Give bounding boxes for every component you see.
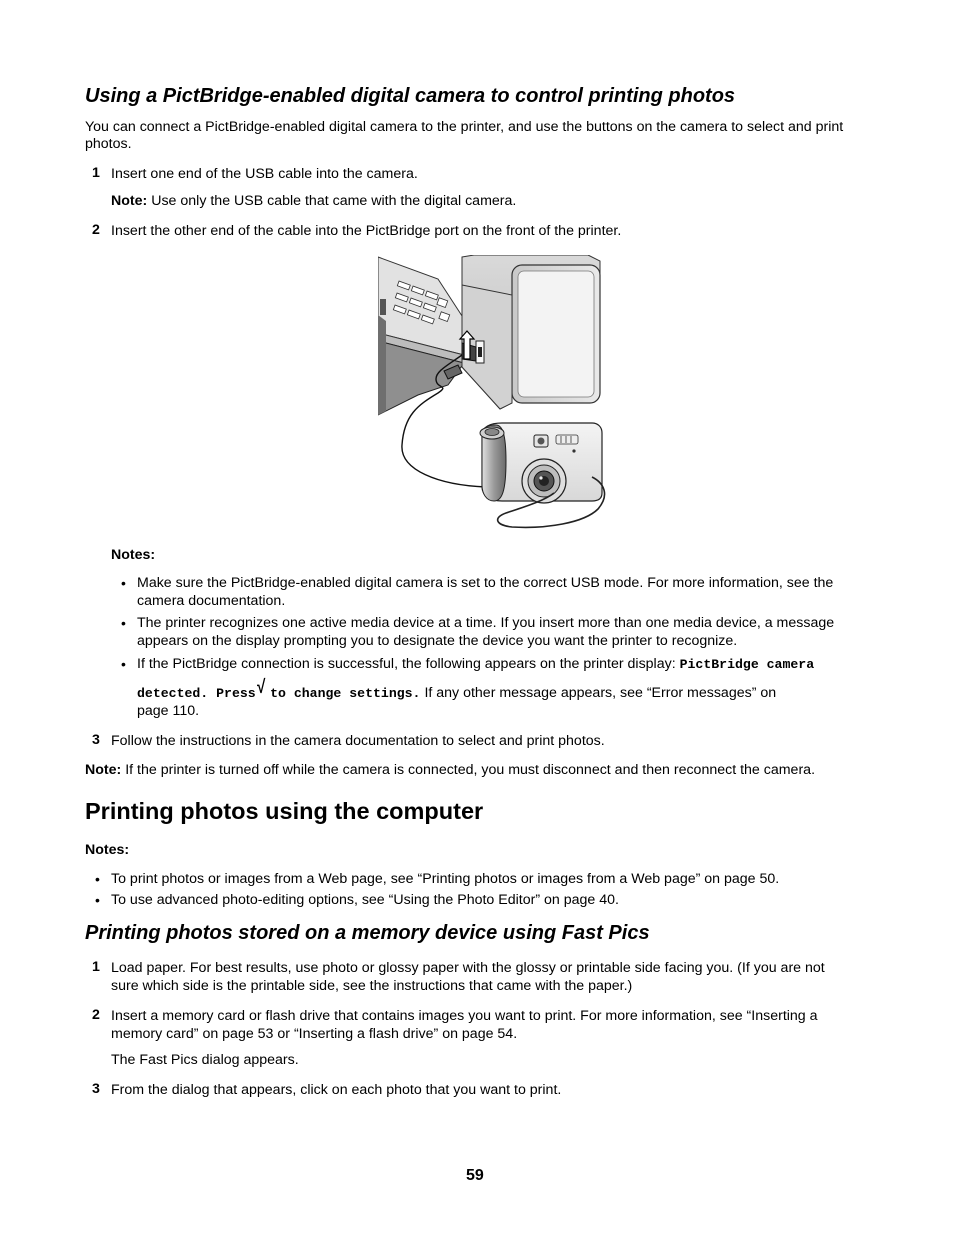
step-note: [111, 192, 516, 210]
step-text: Follow the instructions in the camera documentation to select and print photos.: [111, 733, 605, 749]
bullet-text: To print photos or images from a Web page, see “Printing photos or images from a Web page” on page 50.: [111, 871, 780, 887]
note-text: Use only the USB cable that came with the digital camera.: [151, 193, 517, 209]
note-text: If any other message appears, see “Error messages” on: [424, 685, 777, 701]
step-number: 1: [92, 959, 100, 975]
step-number: 1: [92, 165, 100, 181]
display-message-code: PictBridge camera: [679, 657, 815, 672]
bullet-marker: •: [95, 871, 100, 887]
step-followup: The Fast Pics dialog appears.: [111, 1052, 299, 1068]
notes-label: Notes:: [85, 842, 130, 858]
bullet-marker: •: [121, 575, 126, 591]
step-number: 2: [92, 1007, 100, 1023]
step-text: Insert one end of the USB cable into the camera.: [111, 166, 418, 182]
note-text: If the PictBridge connection is successful, the following appears on the printer display:: [137, 656, 676, 672]
note-bullet-line: page 110.: [137, 703, 200, 719]
step-text: Insert the other end of the cable into the PictBridge port on the front of the printer.: [111, 223, 622, 239]
note-label: Note:: [111, 193, 148, 209]
note-label: Note:: [85, 762, 122, 778]
bullet-marker: •: [121, 656, 126, 672]
intro-paragraph-line2: photos.: [85, 136, 132, 152]
page-number: 59: [466, 1167, 484, 1184]
step-text-line: sure which side is the printable side, see the instructions that came with the paper.): [111, 978, 633, 994]
note-text: If the printer is turned off while the camera is connected, you must disconnect and then reconnect the camera.: [125, 762, 816, 778]
section-heading-fastpics: Printing photos stored on a memory device using Fast Pics: [85, 922, 650, 944]
final-note: [85, 761, 815, 779]
bullet-text: To use advanced photo-editing options, see “Using the Photo Editor” on page 40.: [111, 892, 619, 908]
intro-paragraph-line1: You can connect a PictBridge-enabled digital camera to the printer, and use the buttons on the camera to select and print: [85, 119, 844, 135]
note-bullet-line: appears on the display prompting you to designate the device you want the printer to recognize.: [137, 633, 738, 649]
notes-label: Notes:: [111, 547, 156, 563]
step-number: 3: [92, 1081, 100, 1097]
step-text-line: Load paper. For best results, use photo or glossy paper with the glossy or printable side facing you. (If you are not: [111, 960, 825, 976]
bullet-marker: •: [95, 892, 100, 908]
printer-camera-illustration: [378, 255, 606, 535]
section-heading-pictbridge: Using a PictBridge-enabled digital camera to control printing photos: [85, 85, 736, 107]
step-text-line: memory card” on page 53 or “Inserting a flash drive” on page 54.: [111, 1026, 518, 1042]
step-text: From the dialog that appears, click on each photo that you want to print.: [111, 1082, 562, 1098]
note-bullet-line: camera documentation.: [137, 593, 286, 609]
section-heading-computer: Printing photos using the computer: [85, 798, 484, 824]
note-bullet-line: The printer recognizes one active media device at a time. If you insert more than one media device, a message: [137, 615, 835, 631]
note-bullet-line: [137, 655, 814, 674]
step-number: 3: [92, 732, 100, 748]
step-text-line: Insert a memory card or flash drive that contains images you want to print. For more information, see “Inserting a: [111, 1008, 818, 1024]
note-bullet-line: [137, 677, 777, 703]
step-number: 2: [92, 222, 100, 238]
checkmark-icon: √: [256, 677, 266, 698]
bullet-marker: •: [121, 615, 126, 631]
note-bullet-line: Make sure the PictBridge-enabled digital camera is set to the correct USB mode. For more information, see the: [137, 575, 834, 591]
display-message-code: detected. Press: [137, 686, 256, 701]
display-message-code: to change settings.: [270, 686, 421, 701]
